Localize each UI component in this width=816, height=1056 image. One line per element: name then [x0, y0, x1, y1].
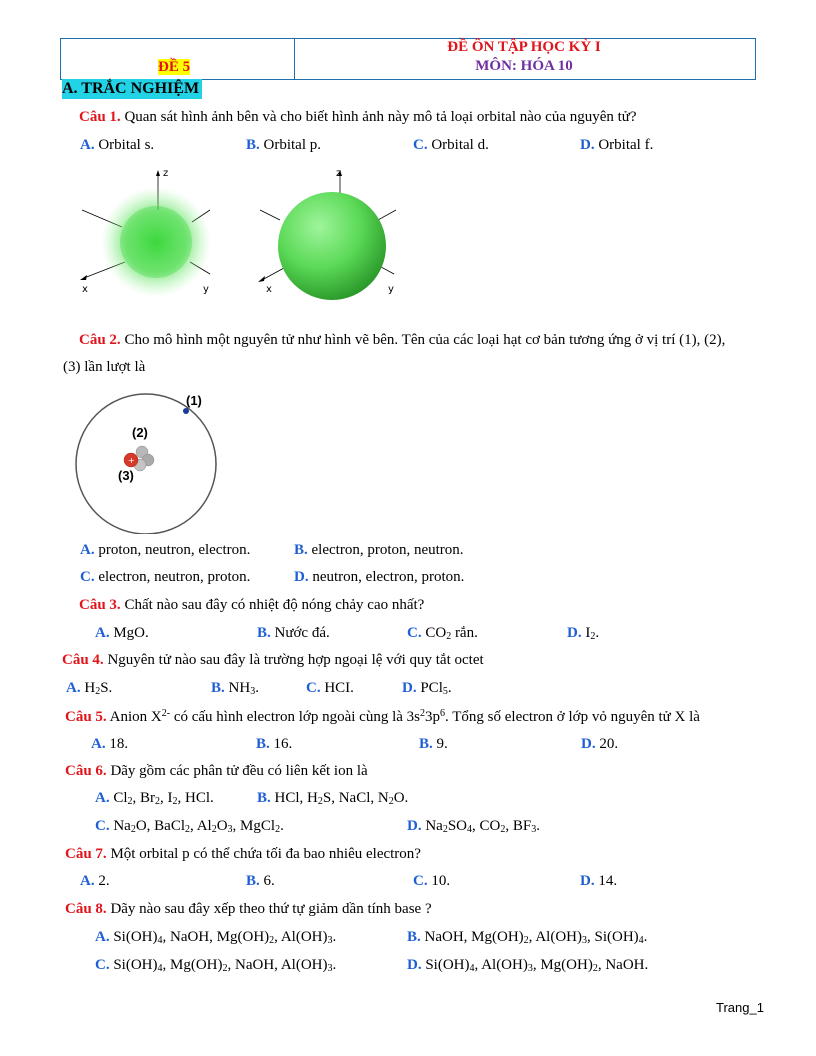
- question-1: Câu 1. Quan sát hình ảnh bên và cho biết hình ảnh này mô tả loại orbital nào của nguyên tử?: [79, 109, 637, 125]
- q2-option-c: C. electron, neutron, proton.: [80, 569, 251, 585]
- q2-option-d: D. neutron, electron, proton.: [294, 569, 465, 585]
- q7-option-d: D. 14.: [580, 873, 618, 889]
- question-3: Câu 3. Chất nào sau đây có nhiệt độ nóng chảy cao nhất?: [79, 597, 425, 613]
- q5-option-a: A. 18.: [91, 736, 129, 752]
- svg-text:(1): (1): [186, 393, 202, 408]
- q3-option-d: D. $I_2$.: [567, 625, 600, 642]
- question-2: Câu 2. Cho mô hình một nguyên tử như hình vẽ bên. Tên của các loại hạt cơ bản tương ứng ở vị trí (1), (2),: [79, 332, 726, 348]
- sphere-orbital-diagram: [258, 168, 396, 300]
- q6-option-a: A. $Cl_2$, $Br_2$, $I_2$, HCl.: [95, 790, 214, 807]
- q5-option-b: B. 16.: [256, 736, 293, 752]
- svg-text:z: z: [336, 168, 342, 179]
- atom-model-figure: [68, 388, 248, 534]
- q1-option-b: B. Orbital p.: [246, 137, 322, 153]
- q1-option-a: A. Orbital s.: [80, 137, 155, 153]
- svg-text:y: y: [203, 284, 209, 295]
- svg-text:z: z: [163, 168, 169, 179]
- svg-text:(3): (3): [118, 468, 134, 483]
- q1-option-c: C. Orbital d.: [413, 137, 489, 153]
- q5-option-d: D. 20.: [581, 736, 619, 752]
- exam-title: ĐỀ ÔN TẬP HỌC KỲ I: [447, 39, 601, 55]
- svg-text:x: x: [82, 284, 88, 295]
- q4-option-d: D. PCl$_5$.: [402, 680, 452, 697]
- subject-title: MÔN: HÓA 10: [475, 58, 573, 74]
- q8-option-d: D. $Si(OH)_4$, $Al(OH)_3$, $Mg(OH)_2$, NaOH.: [407, 957, 649, 974]
- svg-text:+: +: [128, 456, 135, 465]
- orbital-figure: [70, 162, 400, 314]
- page-number: Trang_1: [716, 1000, 764, 1015]
- question-2-continued: (3) lần lượt là: [63, 359, 146, 375]
- q5-option-c: B. 9.: [419, 736, 448, 752]
- q4-option-b: B. $NH_3$.: [211, 680, 259, 697]
- q8-option-c: C. $Si(OH)_4$, $Mg(OH)_2$, NaOH, $Al(OH)_3$.: [95, 957, 337, 974]
- question-6: Câu 6. Dãy gồm các phân tử đều có liên kết ion là: [65, 763, 368, 779]
- q3-option-b: B. Nước đá.: [257, 625, 330, 641]
- svg-text:x: x: [266, 284, 272, 295]
- q2-option-a: A. proton, neutron, electron.: [80, 542, 251, 558]
- q8-option-b: B. NaOH, $Mg(OH)_2$, $Al(OH)_3$, $Si(OH)_4$.: [407, 929, 648, 946]
- exam-code: ĐỀ 5: [158, 59, 191, 75]
- q3-option-c: C. $CO_2$ rắn.: [407, 625, 478, 642]
- q7-option-c: C. 10.: [413, 873, 451, 889]
- q6-option-c: C. $Na_2O$, BaCl$_2$, $Al_2O_3$, MgCl$_2$.: [95, 818, 284, 835]
- q3-option-a: A. MgO.: [95, 625, 149, 641]
- question-5: Câu 5. Anion $X^{2-}$ có cấu hình electron lớp ngoài cùng là $3s^23p^6$. Tổng số electron ở lớp vỏ nguyên tử X là: [65, 708, 700, 725]
- q4-option-a: A. $H_2S$.: [66, 680, 113, 697]
- electron-dot: [183, 408, 189, 414]
- q1-option-d: D. Orbital f.: [580, 137, 654, 153]
- svg-text:y: y: [388, 284, 394, 295]
- q7-option-a: A. 2.: [80, 873, 110, 889]
- electron-cloud-diagram: [80, 168, 211, 297]
- q2-option-b: B. electron, proton, neutron.: [294, 542, 464, 558]
- svg-text:(2): (2): [132, 425, 148, 440]
- q7-option-b: B. 6.: [246, 873, 275, 889]
- q4-option-c: C. HCI.: [306, 680, 354, 696]
- question-4: Câu 4. Nguyên tử nào sau đây là trường hợp ngoại lệ với quy tắt octet: [62, 652, 484, 668]
- q6-option-b: B. HCl, $H_2S$, NaCl, $N_2O$.: [257, 790, 409, 807]
- section-title: A. TRẮC NGHIỆM: [62, 79, 202, 99]
- q6-option-d: D. $Na_2SO_4$, $CO_2$, $BF_3$.: [407, 818, 540, 835]
- q8-option-a: A. $Si(OH)_4$, NaOH, $Mg(OH)_2$, $Al(OH)_3$.: [95, 929, 337, 946]
- question-7: Câu 7. Một orbital p có thể chứa tối đa bao nhiêu electron?: [65, 846, 421, 862]
- question-8: Câu 8. Dãy nào sau đây xếp theo thứ tự giảm dần tính base ?: [65, 901, 432, 917]
